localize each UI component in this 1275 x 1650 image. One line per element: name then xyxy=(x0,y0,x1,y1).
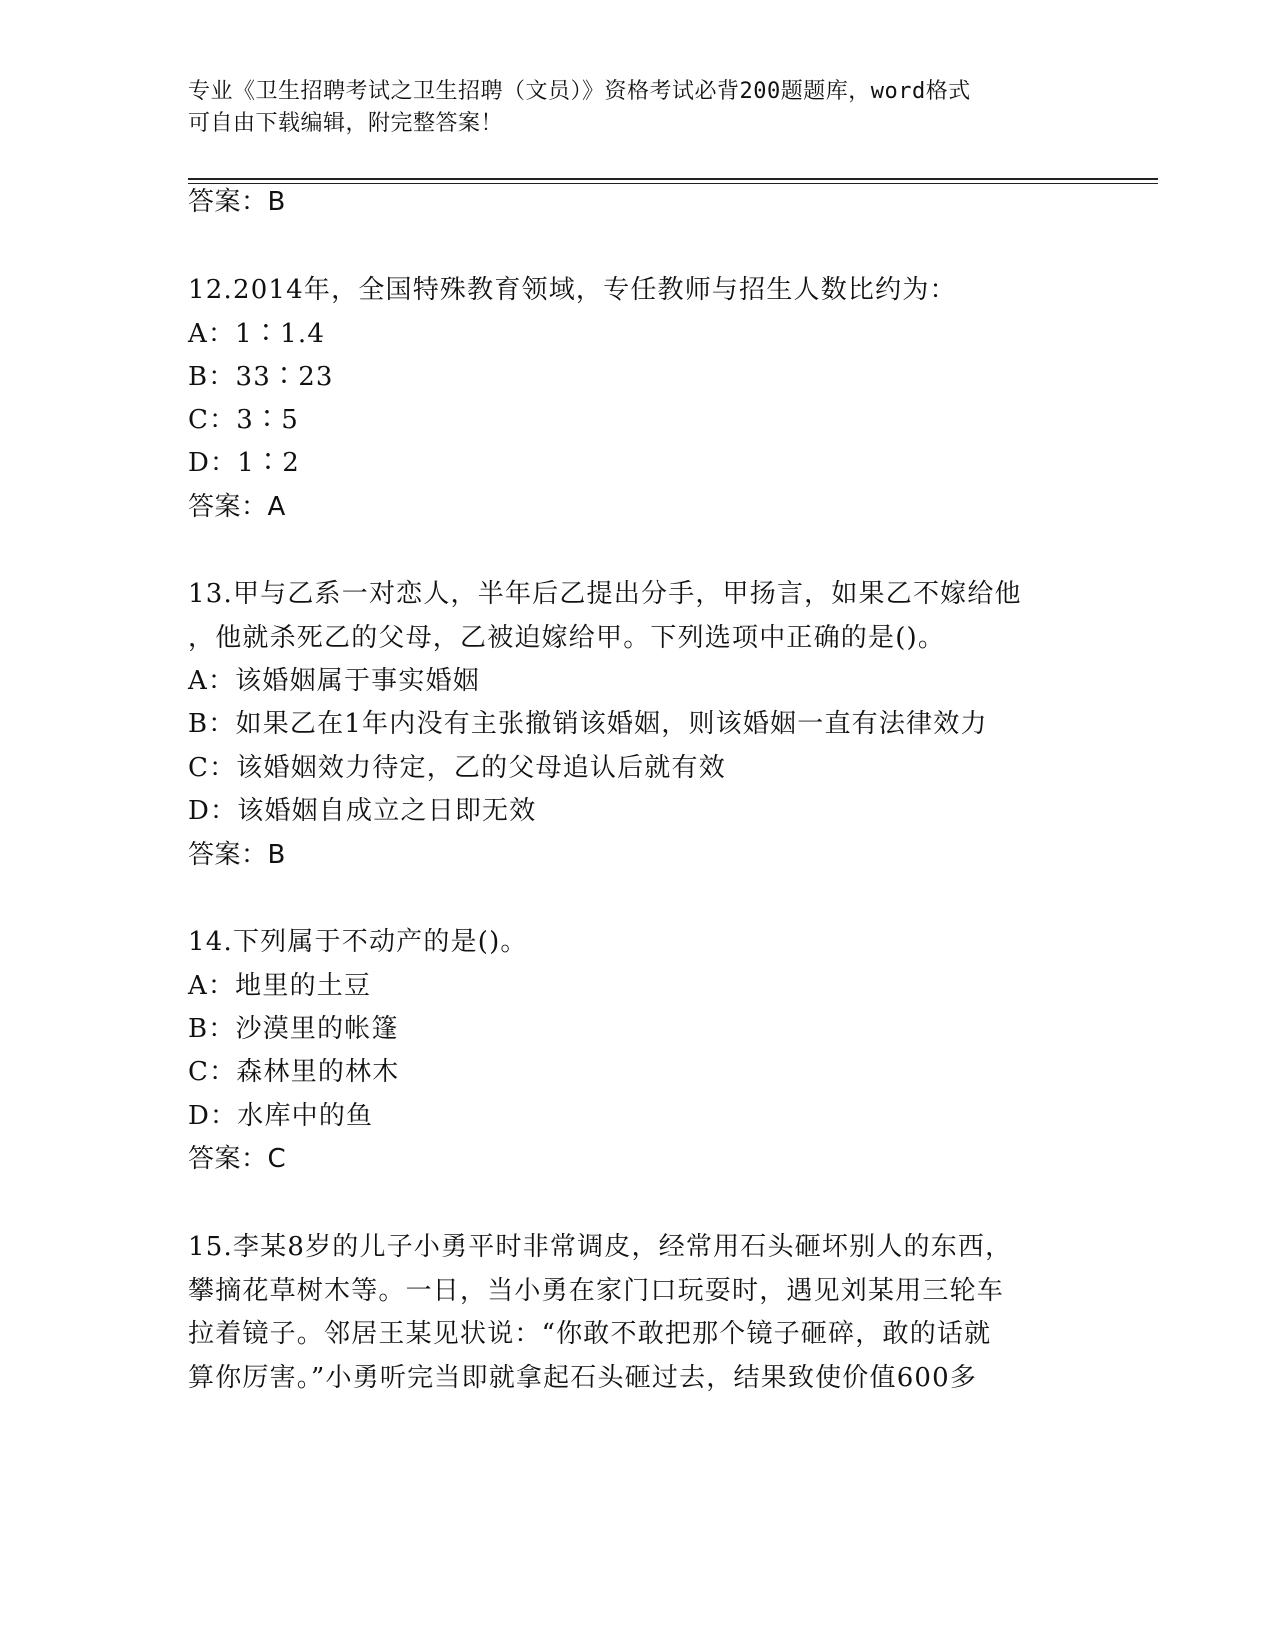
answer-previous: 答案：B xyxy=(188,187,286,217)
question-12-option-a: A：1∶1.4 xyxy=(188,319,326,349)
question-12-stem: 12.2014年，全国特殊教育领域，专任教师与招生人数比约为： xyxy=(188,275,957,305)
header-line-2: 可自由下载编辑，附完整答案！ xyxy=(188,111,504,136)
question-13-answer: 答案：B xyxy=(188,840,286,870)
question-15-line-4: 算你厉害。”小勇听完当即就拿起石头砸过去，结果致使价值600多 xyxy=(188,1363,978,1393)
question-14-option-c: C：森林里的林木 xyxy=(188,1057,400,1087)
question-13-option-d: D：该婚姻自成立之日即无效 xyxy=(188,796,537,826)
header-divider-thin xyxy=(188,183,1158,184)
question-12-option-d: D：1∶2 xyxy=(188,448,300,478)
header-divider-thick xyxy=(188,178,1158,180)
question-14-answer: 答案：C xyxy=(188,1144,287,1174)
question-14-option-a: A：地里的土豆 xyxy=(188,971,372,1001)
question-14-option-b: B：沙漠里的帐篷 xyxy=(188,1014,399,1044)
question-15-line-1: 15.李某8岁的儿子小勇平时非常调皮，经常用石头砸坏别人的东西， xyxy=(188,1232,1013,1262)
question-12-answer: 答案：A xyxy=(188,492,286,522)
question-15-line-2: 攀摘花草树木等。一日，当小勇在家门口玩耍时，遇见刘某用三轮车 xyxy=(188,1276,1005,1306)
question-12-option-c: C：3∶5 xyxy=(188,405,299,435)
question-13-option-c: C：该婚姻效力待定，乙的父母追认后就有效 xyxy=(188,753,726,783)
question-13-option-b: B：如果乙在1年内没有主张撤销该婚姻，则该婚姻一直有法律效力 xyxy=(188,709,988,739)
question-14-option-d: D：水库中的鱼 xyxy=(188,1101,374,1131)
document-header xyxy=(188,76,1088,140)
question-13-stem-line-2: ，他就杀死乙的父母，乙被迫嫁给甲。下列选项中正确的是()。 xyxy=(188,623,946,653)
question-13-option-a: A：该婚姻属于事实婚姻 xyxy=(188,666,480,696)
question-14-stem: 14.下列属于不动产的是()。 xyxy=(188,927,528,957)
header-line-1: 专业《卫生招聘考试之卫生招聘（文员）》资格考试必背200题题库，word格式 xyxy=(188,79,971,104)
question-13-stem-line-1: 13.甲与乙系一对恋人，半年后乙提出分手，甲扬言，如果乙不嫁给他 xyxy=(188,579,1022,609)
question-15-line-3: 拉着镜子。邻居王某见状说：“你敢不敢把那个镜子砸碎，敢的话就 xyxy=(188,1319,992,1349)
question-12-option-b: B：33∶23 xyxy=(188,362,334,392)
